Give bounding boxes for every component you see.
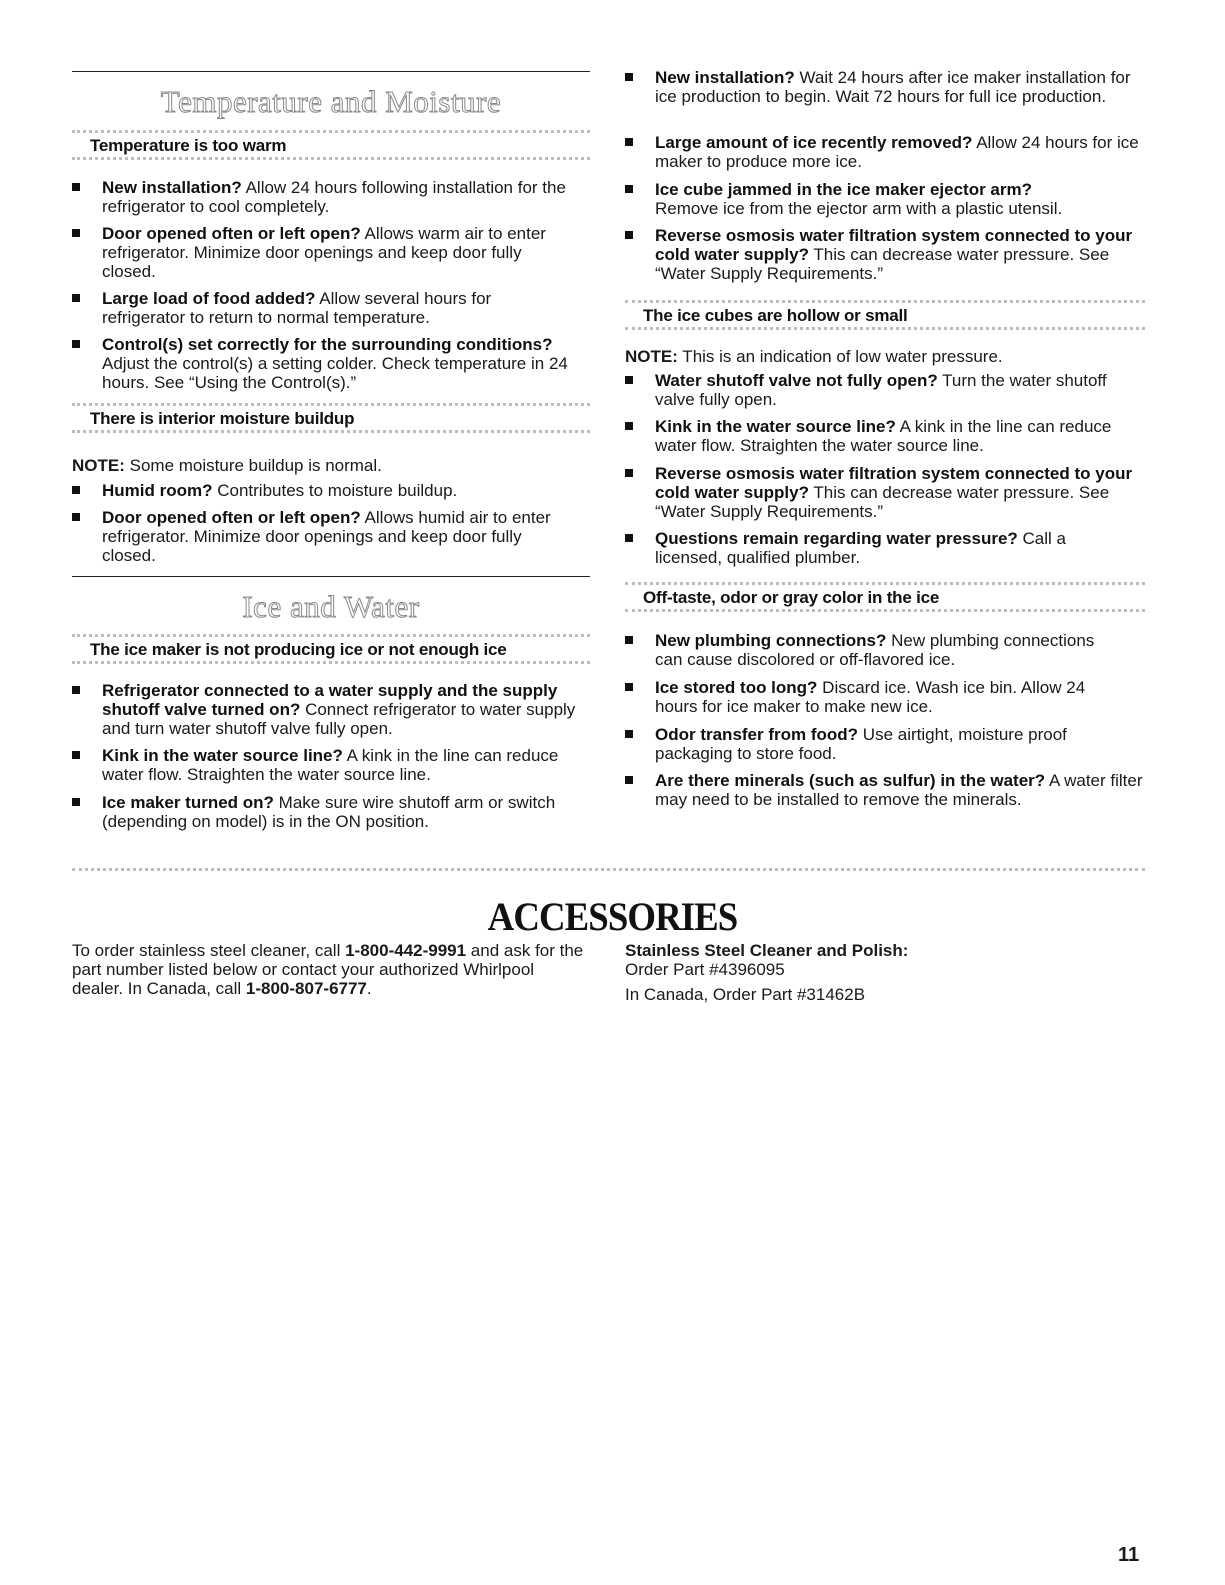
note-moisture bbox=[72, 456, 590, 475]
bullet-icon bbox=[72, 686, 80, 694]
item-answer: Allow 24 hours for ice maker to produce more ice. bbox=[655, 133, 1139, 171]
subheading-not-producing: The ice maker is not producing ice or not enough ice bbox=[90, 640, 507, 659]
item-question: New plumbing connections? bbox=[655, 631, 887, 650]
bullet-icon bbox=[72, 183, 80, 191]
list-item bbox=[72, 224, 572, 281]
item-answer: Remove ice from the ejector arm with a plastic utensil. bbox=[655, 199, 1063, 218]
item-answer: A kink in the line can reduce water flow. Straighten the water source line. bbox=[102, 746, 559, 784]
list-item bbox=[72, 793, 580, 831]
bullet-icon bbox=[625, 683, 633, 691]
list-item bbox=[72, 178, 590, 216]
item-question: Kink in the water source line? bbox=[102, 746, 343, 765]
item-question: Large amount of ice recently removed? bbox=[655, 133, 973, 152]
section-rule bbox=[72, 71, 590, 72]
item-question: Questions remain regarding water pressure? bbox=[655, 529, 1018, 548]
item-answer: Connect refrigerator to water supply and turn water shutoff valve fully open. bbox=[102, 700, 576, 738]
note-text: This is an indication of low water pressure. bbox=[677, 347, 1003, 366]
item-question: Odor transfer from food? bbox=[655, 725, 859, 744]
accessories-order-info bbox=[72, 941, 584, 998]
subheading-hollow: The ice cubes are hollow or small bbox=[643, 306, 908, 325]
item-question: Large load of food added? bbox=[102, 289, 316, 308]
item-question: Ice maker turned on? bbox=[102, 793, 274, 812]
list-item bbox=[625, 226, 1145, 283]
list-item bbox=[72, 681, 590, 738]
part-number-canada: In Canada, Order Part #31462B bbox=[625, 985, 866, 1004]
note-hollow bbox=[625, 347, 1145, 366]
bullet-icon bbox=[72, 751, 80, 759]
bullet-icon bbox=[625, 776, 633, 784]
item-question: Door opened often or left open? bbox=[102, 224, 361, 243]
bullet-icon bbox=[625, 469, 633, 477]
item-question: Reverse osmosis water filtration system connected to your cold water supply? bbox=[655, 226, 1133, 264]
item-answer: This can decrease water pressure. See “Water Supply Requirements.” bbox=[655, 245, 1110, 283]
note-text: Some moisture buildup is normal. bbox=[124, 456, 382, 475]
bullet-icon bbox=[625, 231, 633, 239]
bullet-icon bbox=[72, 486, 80, 494]
item-answer: Call a licensed, qualified plumber. bbox=[655, 529, 1066, 567]
accessories-product bbox=[625, 941, 1145, 1004]
note-label: NOTE: bbox=[625, 347, 678, 366]
item-answer: Allows warm air to enter refrigerator. Minimize door openings and keep door fully closed. bbox=[102, 224, 546, 281]
item-question: Refrigerator connected to a water supply and the supply shutoff valve turned on? bbox=[102, 681, 558, 719]
list-item bbox=[625, 180, 1115, 218]
item-question: Humid room? bbox=[102, 481, 213, 500]
item-answer: This can decrease water pressure. See “Water Supply Requirements.” bbox=[655, 483, 1110, 521]
subheading-band bbox=[625, 300, 1145, 330]
accessories-title: ACCESSORIES bbox=[487, 894, 738, 939]
bullet-icon bbox=[625, 422, 633, 430]
bullet-icon bbox=[625, 534, 633, 542]
item-answer: Adjust the control(s) a setting colder. Check temperature in 24 hours. See “Using the Control(s).” bbox=[102, 354, 568, 392]
list-item bbox=[625, 631, 1125, 669]
bullet-icon bbox=[625, 730, 633, 738]
order-text: . bbox=[366, 979, 372, 998]
item-question: New installation? bbox=[102, 178, 242, 197]
bullet-icon bbox=[625, 376, 633, 384]
bullet-icon bbox=[72, 229, 80, 237]
subheading-moisture: There is interior moisture buildup bbox=[90, 409, 355, 428]
item-question: Ice cube jammed in the ice maker ejector arm? bbox=[655, 180, 1032, 199]
bullet-icon bbox=[625, 73, 633, 81]
accessories-divider bbox=[72, 868, 1145, 871]
item-question: Reverse osmosis water filtration system connected to your cold water supply? bbox=[655, 464, 1133, 502]
phone-canada: 1-800-807-6777 bbox=[245, 979, 367, 998]
item-answer: Discard ice. Wash ice bin. Allow 24 hours for ice maker to make new ice. bbox=[655, 678, 1086, 716]
item-answer: New plumbing connections can cause discolored or off-flavored ice. bbox=[655, 631, 1095, 669]
bullet-icon bbox=[72, 294, 80, 302]
list-item bbox=[625, 133, 1145, 171]
bullet-icon bbox=[625, 636, 633, 644]
item-question: Kink in the water source line? bbox=[655, 417, 896, 436]
list-item bbox=[72, 335, 590, 392]
section-rule bbox=[72, 576, 590, 577]
list-item bbox=[625, 529, 1105, 567]
list-item bbox=[625, 68, 1135, 106]
item-question: Are there minerals (such as sulfur) in the water? bbox=[655, 771, 1046, 790]
order-text: To order stainless steel cleaner, call bbox=[72, 941, 346, 960]
item-answer: Allow 24 hours following installation for the refrigerator to cool completely. bbox=[102, 178, 566, 216]
note-label: NOTE: bbox=[72, 456, 125, 475]
bullet-icon bbox=[72, 513, 80, 521]
product-name: Stainless Steel Cleaner and Polish: bbox=[625, 941, 909, 960]
item-question: Door opened often or left open? bbox=[102, 508, 361, 527]
section-title-ice-water: Ice and Water bbox=[242, 589, 420, 624]
bullet-icon bbox=[625, 138, 633, 146]
bullet-icon bbox=[72, 798, 80, 806]
item-answer: Wait 24 hours after ice maker installation for ice production to begin. Wait 72 hours for full ice production. bbox=[655, 68, 1131, 106]
order-text: and ask for the part number listed below or contact your authorized Whirlpool dealer. In Canada, call bbox=[72, 941, 584, 998]
item-answer: Turn the water shutoff valve fully open. bbox=[655, 371, 1107, 409]
item-answer: Make sure wire shutoff arm or switch (depending on model) is in the ON position. bbox=[102, 793, 556, 831]
subheading-band bbox=[72, 403, 590, 433]
list-item bbox=[72, 746, 580, 784]
list-item bbox=[625, 371, 1125, 409]
subheading-band bbox=[72, 130, 590, 160]
list-item bbox=[72, 481, 590, 500]
section-title-temperature-moisture: Temperature and Moisture bbox=[160, 84, 502, 119]
item-answer: Allows humid air to enter refrigerator. Minimize door openings and keep door fully closed. bbox=[102, 508, 551, 565]
list-item bbox=[625, 464, 1145, 521]
list-item bbox=[72, 289, 522, 327]
list-item bbox=[625, 771, 1145, 809]
item-question: Ice stored too long? bbox=[655, 678, 818, 697]
item-question: New installation? bbox=[655, 68, 795, 87]
item-answer: Use airtight, moisture proof packaging to store food. bbox=[655, 725, 1067, 763]
bullet-icon bbox=[72, 340, 80, 348]
item-question: Water shutoff valve not fully open? bbox=[655, 371, 938, 390]
item-question: Control(s) set correctly for the surrounding conditions? bbox=[102, 335, 553, 354]
item-answer: Allow several hours for refrigerator to return to normal temperature. bbox=[102, 289, 492, 327]
subheading-too-warm: Temperature is too warm bbox=[90, 136, 287, 155]
item-answer: A water filter may need to be installed to remove the minerals. bbox=[655, 771, 1143, 809]
phone-us: 1-800-442-9991 bbox=[345, 941, 467, 960]
item-answer: Contributes to moisture buildup. bbox=[212, 481, 458, 500]
list-item bbox=[72, 508, 572, 565]
subheading-band bbox=[625, 582, 1145, 612]
list-item bbox=[625, 417, 1133, 455]
subheading-off-taste: Off-taste, odor or gray color in the ice bbox=[643, 588, 940, 607]
part-number-us: Order Part #4396095 bbox=[625, 960, 785, 979]
subheading-band bbox=[72, 634, 590, 664]
page-number: 11 bbox=[1118, 1544, 1140, 1566]
list-item bbox=[625, 725, 1115, 763]
item-answer: A kink in the line can reduce water flow. Straighten the water source line. bbox=[655, 417, 1112, 455]
bullet-icon bbox=[625, 185, 633, 193]
list-item bbox=[625, 678, 1095, 716]
